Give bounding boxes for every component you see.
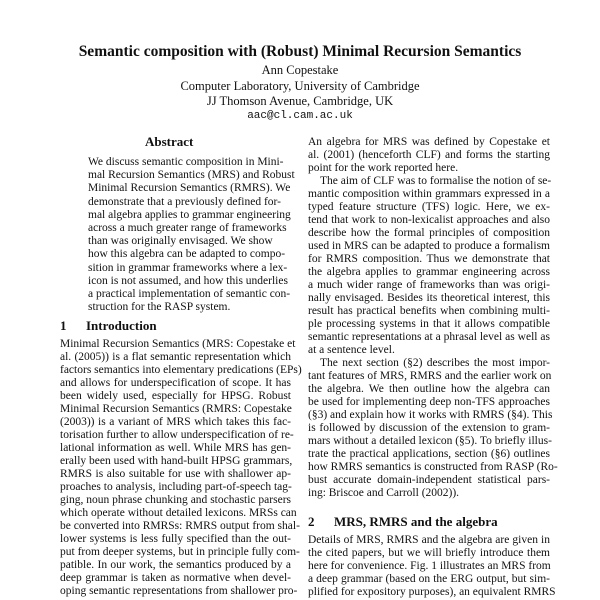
text-line: Minimal Recursion Semantics (RMRS). We [88, 182, 291, 195]
text-line: al. (2001) (henceforth CLF) and forms the starting [308, 149, 550, 161]
text-line: semantic representations at a phrasal level as well as [308, 331, 550, 343]
section-2-heading: 2 MRS, RMRS and the algebra [308, 514, 498, 529]
text-line: at a sentence level. [308, 344, 395, 356]
text-line: used in MRS can be adapted to produce a formalism [308, 240, 550, 252]
text-line: and allows for underspecification of scope. It has [60, 377, 291, 389]
text-line: trate the practical applications, section (§6) outlines [308, 448, 550, 460]
text-line: which operate without detailed lexicons. MRSs can [60, 507, 297, 519]
text-line: mars without a detailed lexicon (§5). To briefly illus- [308, 435, 552, 447]
abstract-body [88, 156, 295, 314]
author-address: JJ Thomson Avenue, Cambridge, UK [206, 94, 394, 108]
text-line: Minimal Recursion Semantics (MRS: Copestake et [60, 338, 296, 350]
text-line: proaches to analysis, including part-of-speech tag- [60, 481, 292, 493]
text-line: torisation further to allow underspecification of re- [60, 429, 294, 441]
text-line: (§3) and explain how it works with RMRS (§4). This [308, 409, 553, 421]
text-line: a much wider range of frameworks than was origi- [308, 279, 550, 291]
text-line: icon is not assumed, and how this underlies [88, 274, 288, 287]
text-line: struction for the RASP system. [88, 301, 231, 314]
text-line: (2003)) is a variant of MRS which takes this fac- [60, 416, 291, 428]
text-line: a practical implementation of semantic con- [88, 287, 291, 300]
text-line: be converted into RMRSs: RMRS output from shal- [60, 520, 300, 532]
text-line: the cited papers, but we will briefly introduce them [308, 547, 550, 559]
text-line: demonstrate that a previously defined for- [88, 195, 281, 208]
text-line: here for convenience. Fig. 1 illustrates an MRS from [308, 560, 551, 572]
text-line: result has practical benefits when combining multi- [308, 305, 550, 317]
text-line: ple processing systems in that it allows compatible [308, 318, 550, 330]
text-line: how RMRS semantics is constructed from RASP (Ro- [308, 461, 558, 473]
text-line: deep grammar is taken as normative when devel- [60, 572, 291, 584]
author-affiliation: Computer Laboratory, University of Cambridge [180, 79, 420, 93]
text-line: sition in grammar frameworks where a lex- [88, 261, 288, 274]
section-2-body [308, 534, 556, 599]
text-line: Details of MRS, RMRS and the algebra are given in [308, 534, 550, 546]
text-line: describe how the formal principles of composition [308, 227, 550, 239]
text-line: mantic composition within grammars expressed in a [308, 188, 550, 200]
text-line: bust accurate domain-independent statistical pars- [308, 474, 550, 486]
paper-title: Semantic composition with (Robust) Minimal Recursion Semantics [78, 43, 522, 60]
text-line: mal Recursion Semantics (MRS) and Robust [88, 169, 295, 182]
section-1-left-body [60, 338, 302, 598]
section-1-heading: 1 Introduction [60, 318, 157, 333]
text-line: put from deeper systems, but in principle fully com- [60, 546, 300, 558]
text-line: An algebra for MRS was defined by Copestake et [308, 136, 550, 148]
text-line: nally envisaged. Besides its theoretical interest, this [308, 292, 550, 304]
text-line: typed feature structure (TFS) logic. Here, we ex- [308, 201, 550, 213]
text-line: Minimal Recursion Semantics (RMRS: Copestake [60, 403, 292, 415]
text-line: point for the work reported here. [308, 162, 459, 174]
text-line: tant features of MRS, RMRS and the earlier work on [308, 370, 552, 382]
text-line: how this algebra can be adapted to compo- [88, 248, 286, 261]
text-line: oping semantic representations from shallower pro- [60, 585, 298, 597]
text-line: factors semantics into elementary predications (EPs) [60, 364, 302, 376]
text-line: be used for implementing deep non-TFS approaches [308, 396, 550, 408]
text-line: al. (2005)) is a flat semantic representation which [60, 351, 291, 363]
text-line: for RMRS composition. Thus we demonstrate that [308, 253, 550, 265]
text-line: plified for expository purposes), an equivalent RMRS [308, 586, 556, 598]
text-line: patible. In our work, the semantics produced by a [60, 559, 291, 571]
text-line: across a much greater range of frameworks [88, 221, 287, 234]
text-line: lational information as well. While MRS has gen- [60, 442, 291, 454]
text-line: tend that work to non-lexicalist approaches and also [308, 214, 550, 226]
text-line: lower systems is less fully specified than the out- [60, 533, 291, 545]
text-line: ing: Briscoe and Carroll (2002)). [308, 487, 460, 499]
text-line: RMRS is also suitable for use with shallower ap- [60, 468, 291, 480]
text-line: been widely used, especially for HPSG. Robust [60, 390, 291, 402]
text-line: ging, noun phrase chunking and stochastic parsers [60, 494, 291, 506]
author-email: aac@cl.cam.ac.uk [247, 110, 353, 122]
text-line: the algebra. We then outline how the algebra can [308, 383, 550, 395]
text-line: than was originally envisaged. We show [88, 235, 273, 248]
author-name: Ann Copestake [261, 63, 339, 77]
text-line: is followed by discussion of the extension to gram- [308, 422, 550, 434]
text-line: the algebra applies to grammar engineering across [308, 266, 550, 278]
text-line: We discuss semantic composition in Mini- [88, 156, 284, 168]
text-line: The next section (§2) describes the most impor- [320, 357, 550, 369]
text-line: erally been used with hand-built HPSG grammars, [60, 455, 293, 467]
section-1-right-body [308, 136, 558, 500]
abstract-heading: Abstract [145, 134, 194, 149]
text-line: a deep grammar (based on the ERG output, but sim- [308, 573, 550, 585]
text-line: mal algebra applies to grammar engineering [88, 208, 291, 221]
text-line: The aim of CLF was to formalise the notion of se- [320, 175, 552, 187]
